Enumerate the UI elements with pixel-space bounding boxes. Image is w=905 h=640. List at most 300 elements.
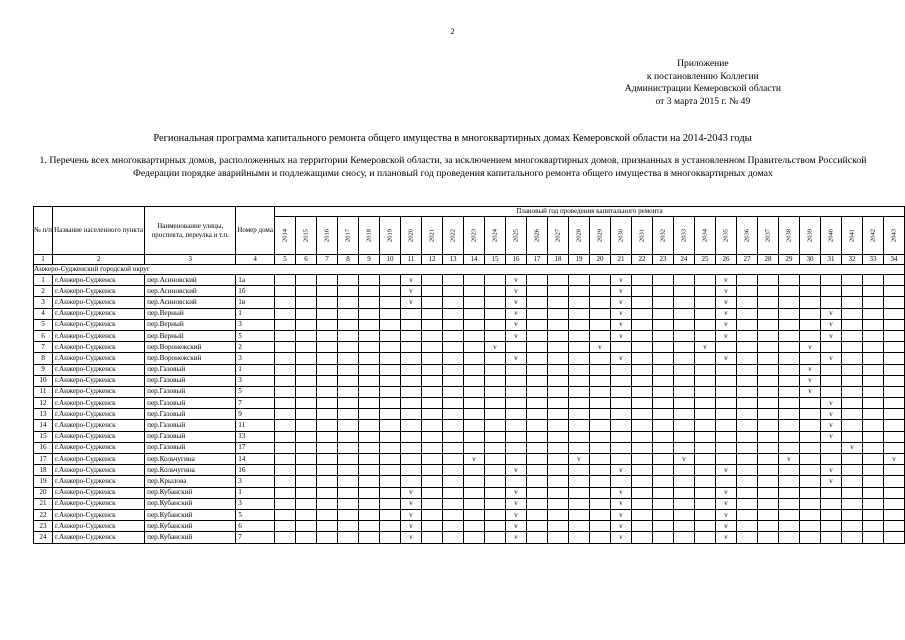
repair-mark: v <box>610 353 631 364</box>
year-cell <box>379 454 400 465</box>
year-cell <box>484 297 505 308</box>
year-cell <box>883 342 904 353</box>
year-cell <box>463 286 484 297</box>
year-cell <box>757 342 778 353</box>
year-cell <box>673 420 694 431</box>
year-label: 2023 <box>470 228 478 243</box>
year-cell <box>652 275 673 286</box>
repair-mark: v <box>883 454 904 465</box>
year-cell <box>778 308 799 319</box>
appendix-line: Администрации Кемеровской области <box>624 83 781 94</box>
column-number: 27 <box>736 255 757 265</box>
year-cell <box>442 342 463 353</box>
year-label: 2037 <box>764 228 772 243</box>
column-number: 15 <box>484 255 505 265</box>
year-cell <box>295 286 316 297</box>
year-cell <box>421 509 442 520</box>
year-cell <box>526 398 547 409</box>
year-cell <box>547 454 568 465</box>
column-number: 6 <box>295 255 316 265</box>
year-cell <box>841 476 862 487</box>
year-cell <box>484 286 505 297</box>
year-cell <box>862 386 883 397</box>
year-cell <box>799 308 820 319</box>
repair-mark: v <box>610 487 631 498</box>
repair-mark: v <box>505 330 526 341</box>
year-cell <box>652 532 673 543</box>
year-cell <box>757 409 778 420</box>
region-name: Анжеро-Судженский городской округ <box>34 265 905 275</box>
year-cell <box>610 420 631 431</box>
year-label: 2031 <box>638 228 646 243</box>
column-number: 32 <box>841 255 862 265</box>
house-cell: 5 <box>236 386 275 397</box>
column-number: 31 <box>820 255 841 265</box>
year-cell <box>400 386 421 397</box>
year-cell <box>316 308 337 319</box>
year-cell <box>274 342 295 353</box>
year-cell <box>778 420 799 431</box>
city-cell: г.Анжеро-Судженск <box>53 297 145 308</box>
row-number: 13 <box>34 409 53 420</box>
year-cell <box>715 398 736 409</box>
year-cell <box>610 375 631 386</box>
year-cell <box>274 442 295 453</box>
year-cell <box>778 509 799 520</box>
table-row <box>34 409 905 420</box>
column-number: 23 <box>652 255 673 265</box>
column-number: 5 <box>274 255 295 265</box>
year-header <box>568 217 589 255</box>
column-number: 13 <box>442 255 463 265</box>
house-cell: 1 <box>236 364 275 375</box>
year-cell <box>421 286 442 297</box>
house-cell: 3 <box>236 476 275 487</box>
repair-mark: v <box>820 431 841 442</box>
year-cell <box>715 476 736 487</box>
repair-mark: v <box>505 308 526 319</box>
city-cell: г.Анжеро-Судженск <box>53 532 145 543</box>
year-cell <box>673 364 694 375</box>
repair-program-table <box>33 206 905 544</box>
year-cell <box>778 286 799 297</box>
year-header <box>379 217 400 255</box>
repair-mark: v <box>505 286 526 297</box>
year-cell <box>841 286 862 297</box>
repair-mark: v <box>400 297 421 308</box>
table-row <box>34 431 905 442</box>
year-cell <box>631 521 652 532</box>
year-cell <box>778 532 799 543</box>
year-cell <box>316 330 337 341</box>
year-cell <box>295 330 316 341</box>
year-cell <box>400 375 421 386</box>
repair-mark: v <box>715 509 736 520</box>
year-cell <box>757 532 778 543</box>
repair-mark: v <box>400 521 421 532</box>
year-cell <box>883 431 904 442</box>
year-cell <box>589 521 610 532</box>
house-cell: 7 <box>236 398 275 409</box>
year-cell <box>631 330 652 341</box>
year-cell <box>862 498 883 509</box>
year-cell <box>589 330 610 341</box>
year-cell <box>463 398 484 409</box>
repair-mark: v <box>505 353 526 364</box>
year-cell <box>589 454 610 465</box>
street-cell: пер.Воронежский <box>145 353 236 364</box>
year-cell <box>547 509 568 520</box>
year-cell <box>547 286 568 297</box>
year-cell <box>400 431 421 442</box>
year-cell <box>841 275 862 286</box>
year-cell <box>358 487 379 498</box>
year-cell <box>757 297 778 308</box>
year-cell <box>568 398 589 409</box>
year-cell <box>358 364 379 375</box>
year-cell <box>799 409 820 420</box>
repair-mark: v <box>673 454 694 465</box>
year-cell <box>673 342 694 353</box>
year-cell <box>694 420 715 431</box>
year-cell <box>736 521 757 532</box>
year-cell <box>589 532 610 543</box>
year-cell <box>862 454 883 465</box>
street-cell: пер.Кольчугина <box>145 465 236 476</box>
column-number: 2 <box>53 255 145 265</box>
year-cell <box>484 454 505 465</box>
year-cell <box>841 509 862 520</box>
year-cell <box>505 476 526 487</box>
year-cell <box>883 353 904 364</box>
year-header <box>463 217 484 255</box>
repair-mark: v <box>505 532 526 543</box>
year-cell <box>316 398 337 409</box>
year-cell <box>442 319 463 330</box>
year-label: 2018 <box>365 228 373 243</box>
year-cell <box>799 398 820 409</box>
year-cell <box>463 275 484 286</box>
year-cell <box>862 353 883 364</box>
repair-mark: v <box>799 342 820 353</box>
repair-mark: v <box>505 487 526 498</box>
year-cell <box>400 364 421 375</box>
year-cell <box>358 398 379 409</box>
row-number: 22 <box>34 509 53 520</box>
year-cell <box>379 319 400 330</box>
repair-mark: v <box>799 375 820 386</box>
year-cell <box>337 308 358 319</box>
row-number: 1 <box>34 275 53 286</box>
year-cell <box>274 454 295 465</box>
year-cell <box>799 330 820 341</box>
table-row <box>34 364 905 375</box>
house-cell: 13 <box>236 431 275 442</box>
year-cell <box>337 398 358 409</box>
column-number: 11 <box>400 255 421 265</box>
repair-mark: v <box>715 275 736 286</box>
year-cell <box>631 319 652 330</box>
year-cell <box>799 431 820 442</box>
repair-mark: v <box>400 487 421 498</box>
repair-mark: v <box>505 297 526 308</box>
year-cell <box>694 465 715 476</box>
year-cell <box>694 319 715 330</box>
year-cell <box>820 286 841 297</box>
year-cell <box>862 375 883 386</box>
city-cell: г.Анжеро-Судженск <box>53 487 145 498</box>
repair-mark: v <box>820 465 841 476</box>
year-cell <box>799 498 820 509</box>
year-cell <box>883 297 904 308</box>
year-cell <box>820 375 841 386</box>
year-cell <box>463 386 484 397</box>
table-row <box>34 353 905 364</box>
year-cell <box>568 364 589 375</box>
year-cell <box>295 465 316 476</box>
year-cell <box>736 308 757 319</box>
year-cell <box>274 420 295 431</box>
year-cell <box>778 409 799 420</box>
house-cell: 1б <box>236 286 275 297</box>
street-cell: пер.Верный <box>145 319 236 330</box>
year-cell <box>778 398 799 409</box>
year-cell <box>400 319 421 330</box>
year-cell <box>652 342 673 353</box>
year-cell <box>862 431 883 442</box>
year-cell <box>358 465 379 476</box>
street-cell: пер.Крылова <box>145 476 236 487</box>
year-cell <box>820 442 841 453</box>
year-cell <box>463 375 484 386</box>
year-cell <box>442 521 463 532</box>
year-cell <box>379 398 400 409</box>
year-cell <box>484 487 505 498</box>
year-cell <box>862 319 883 330</box>
house-cell: 3 <box>236 375 275 386</box>
year-cell <box>757 353 778 364</box>
row-number: 17 <box>34 454 53 465</box>
year-cell <box>295 364 316 375</box>
year-cell <box>442 330 463 341</box>
year-cell <box>778 431 799 442</box>
city-cell: г.Анжеро-Судженск <box>53 521 145 532</box>
year-label: 2017 <box>344 228 352 243</box>
year-cell <box>295 409 316 420</box>
year-cell <box>547 431 568 442</box>
repair-mark: v <box>799 364 820 375</box>
year-cell <box>757 275 778 286</box>
year-cell <box>421 409 442 420</box>
year-cell <box>589 308 610 319</box>
year-cell <box>673 286 694 297</box>
year-cell <box>883 375 904 386</box>
year-cell <box>862 465 883 476</box>
year-cell <box>547 532 568 543</box>
year-cell <box>379 342 400 353</box>
year-cell <box>589 364 610 375</box>
year-cell <box>673 319 694 330</box>
year-cell <box>757 509 778 520</box>
year-cell <box>736 386 757 397</box>
year-cell <box>463 420 484 431</box>
year-cell <box>358 409 379 420</box>
year-cell <box>736 375 757 386</box>
repair-mark: v <box>820 409 841 420</box>
year-cell <box>421 308 442 319</box>
year-cell <box>757 521 778 532</box>
year-cell <box>505 342 526 353</box>
year-cell <box>379 375 400 386</box>
year-cell <box>274 330 295 341</box>
repair-mark: v <box>715 319 736 330</box>
year-cell <box>694 286 715 297</box>
year-cell <box>358 286 379 297</box>
column-number: 20 <box>589 255 610 265</box>
repair-mark: v <box>799 386 820 397</box>
year-cell <box>694 398 715 409</box>
year-cell <box>568 431 589 442</box>
year-cell <box>673 509 694 520</box>
year-cell <box>778 476 799 487</box>
year-cell <box>694 454 715 465</box>
year-cell <box>862 442 883 453</box>
row-number: 9 <box>34 364 53 375</box>
year-label: 2041 <box>848 228 856 243</box>
year-cell <box>337 286 358 297</box>
year-cell <box>484 353 505 364</box>
year-cell <box>862 297 883 308</box>
year-cell <box>547 330 568 341</box>
year-header <box>589 217 610 255</box>
row-number: 12 <box>34 398 53 409</box>
column-number: 19 <box>568 255 589 265</box>
year-cell <box>631 364 652 375</box>
year-cell <box>484 509 505 520</box>
year-cell <box>463 476 484 487</box>
city-cell: г.Анжеро-Судженск <box>53 286 145 297</box>
year-cell <box>421 532 442 543</box>
table-row <box>34 398 905 409</box>
year-cell <box>421 319 442 330</box>
street-cell: пер.Воронежский <box>145 342 236 353</box>
year-cell <box>799 297 820 308</box>
appendix-line: от 3 марта 2015 г. № 49 <box>655 95 751 107</box>
street-cell: пер.Газовый <box>145 386 236 397</box>
year-cell <box>610 398 631 409</box>
column-number: 25 <box>694 255 715 265</box>
year-cell <box>778 487 799 498</box>
year-cell <box>547 353 568 364</box>
city-cell: г.Анжеро-Судженск <box>53 386 145 397</box>
year-cell <box>274 364 295 375</box>
year-label: 2042 <box>869 228 877 243</box>
row-number: 8 <box>34 353 53 364</box>
year-cell <box>379 465 400 476</box>
year-cell <box>736 465 757 476</box>
year-cell <box>400 409 421 420</box>
repair-mark: v <box>778 454 799 465</box>
year-header <box>841 217 862 255</box>
house-cell: 9 <box>236 409 275 420</box>
year-cell <box>379 286 400 297</box>
year-cell <box>652 442 673 453</box>
page-number: 2 <box>450 27 455 36</box>
column-numbers-row <box>34 255 905 265</box>
repair-mark: v <box>505 275 526 286</box>
year-cell <box>316 375 337 386</box>
year-cell <box>484 420 505 431</box>
row-number: 2 <box>34 286 53 297</box>
street-cell: пер.Газовый <box>145 431 236 442</box>
year-cell <box>736 442 757 453</box>
repair-mark: v <box>715 532 736 543</box>
year-cell <box>715 386 736 397</box>
year-cell <box>358 509 379 520</box>
year-cell <box>631 487 652 498</box>
repair-mark: v <box>820 476 841 487</box>
column-number: 16 <box>505 255 526 265</box>
year-cell <box>316 454 337 465</box>
year-cell <box>421 386 442 397</box>
year-label: 2039 <box>806 228 814 243</box>
year-cell <box>547 442 568 453</box>
year-cell <box>610 409 631 420</box>
year-cell <box>421 465 442 476</box>
row-number: 24 <box>34 532 53 543</box>
year-cell <box>358 532 379 543</box>
year-cell <box>547 398 568 409</box>
year-cell <box>673 431 694 442</box>
year-cell <box>841 487 862 498</box>
appendix-line: к постановлению Коллегии <box>646 70 759 82</box>
year-header <box>337 217 358 255</box>
year-cell <box>673 353 694 364</box>
year-cell <box>673 297 694 308</box>
year-cell <box>820 342 841 353</box>
year-cell <box>337 431 358 442</box>
year-cell <box>505 431 526 442</box>
year-cell <box>799 454 820 465</box>
year-label: 2028 <box>575 228 583 243</box>
repair-mark: v <box>610 330 631 341</box>
table-row <box>34 498 905 509</box>
year-cell <box>736 532 757 543</box>
year-cell <box>316 509 337 520</box>
year-cell <box>274 286 295 297</box>
year-cell <box>652 330 673 341</box>
year-cell <box>526 386 547 397</box>
year-cell <box>274 297 295 308</box>
year-cell <box>736 342 757 353</box>
year-header <box>631 217 652 255</box>
year-cell <box>568 420 589 431</box>
year-cell <box>652 476 673 487</box>
year-cell <box>589 286 610 297</box>
year-cell <box>778 498 799 509</box>
year-cell <box>841 342 862 353</box>
year-cell <box>337 353 358 364</box>
year-cell <box>421 353 442 364</box>
year-cell <box>589 509 610 520</box>
year-cell <box>694 386 715 397</box>
year-cell <box>841 454 862 465</box>
year-cell <box>820 297 841 308</box>
year-cell <box>421 442 442 453</box>
year-label: 2024 <box>491 228 499 243</box>
year-cell <box>778 442 799 453</box>
year-cell <box>778 297 799 308</box>
